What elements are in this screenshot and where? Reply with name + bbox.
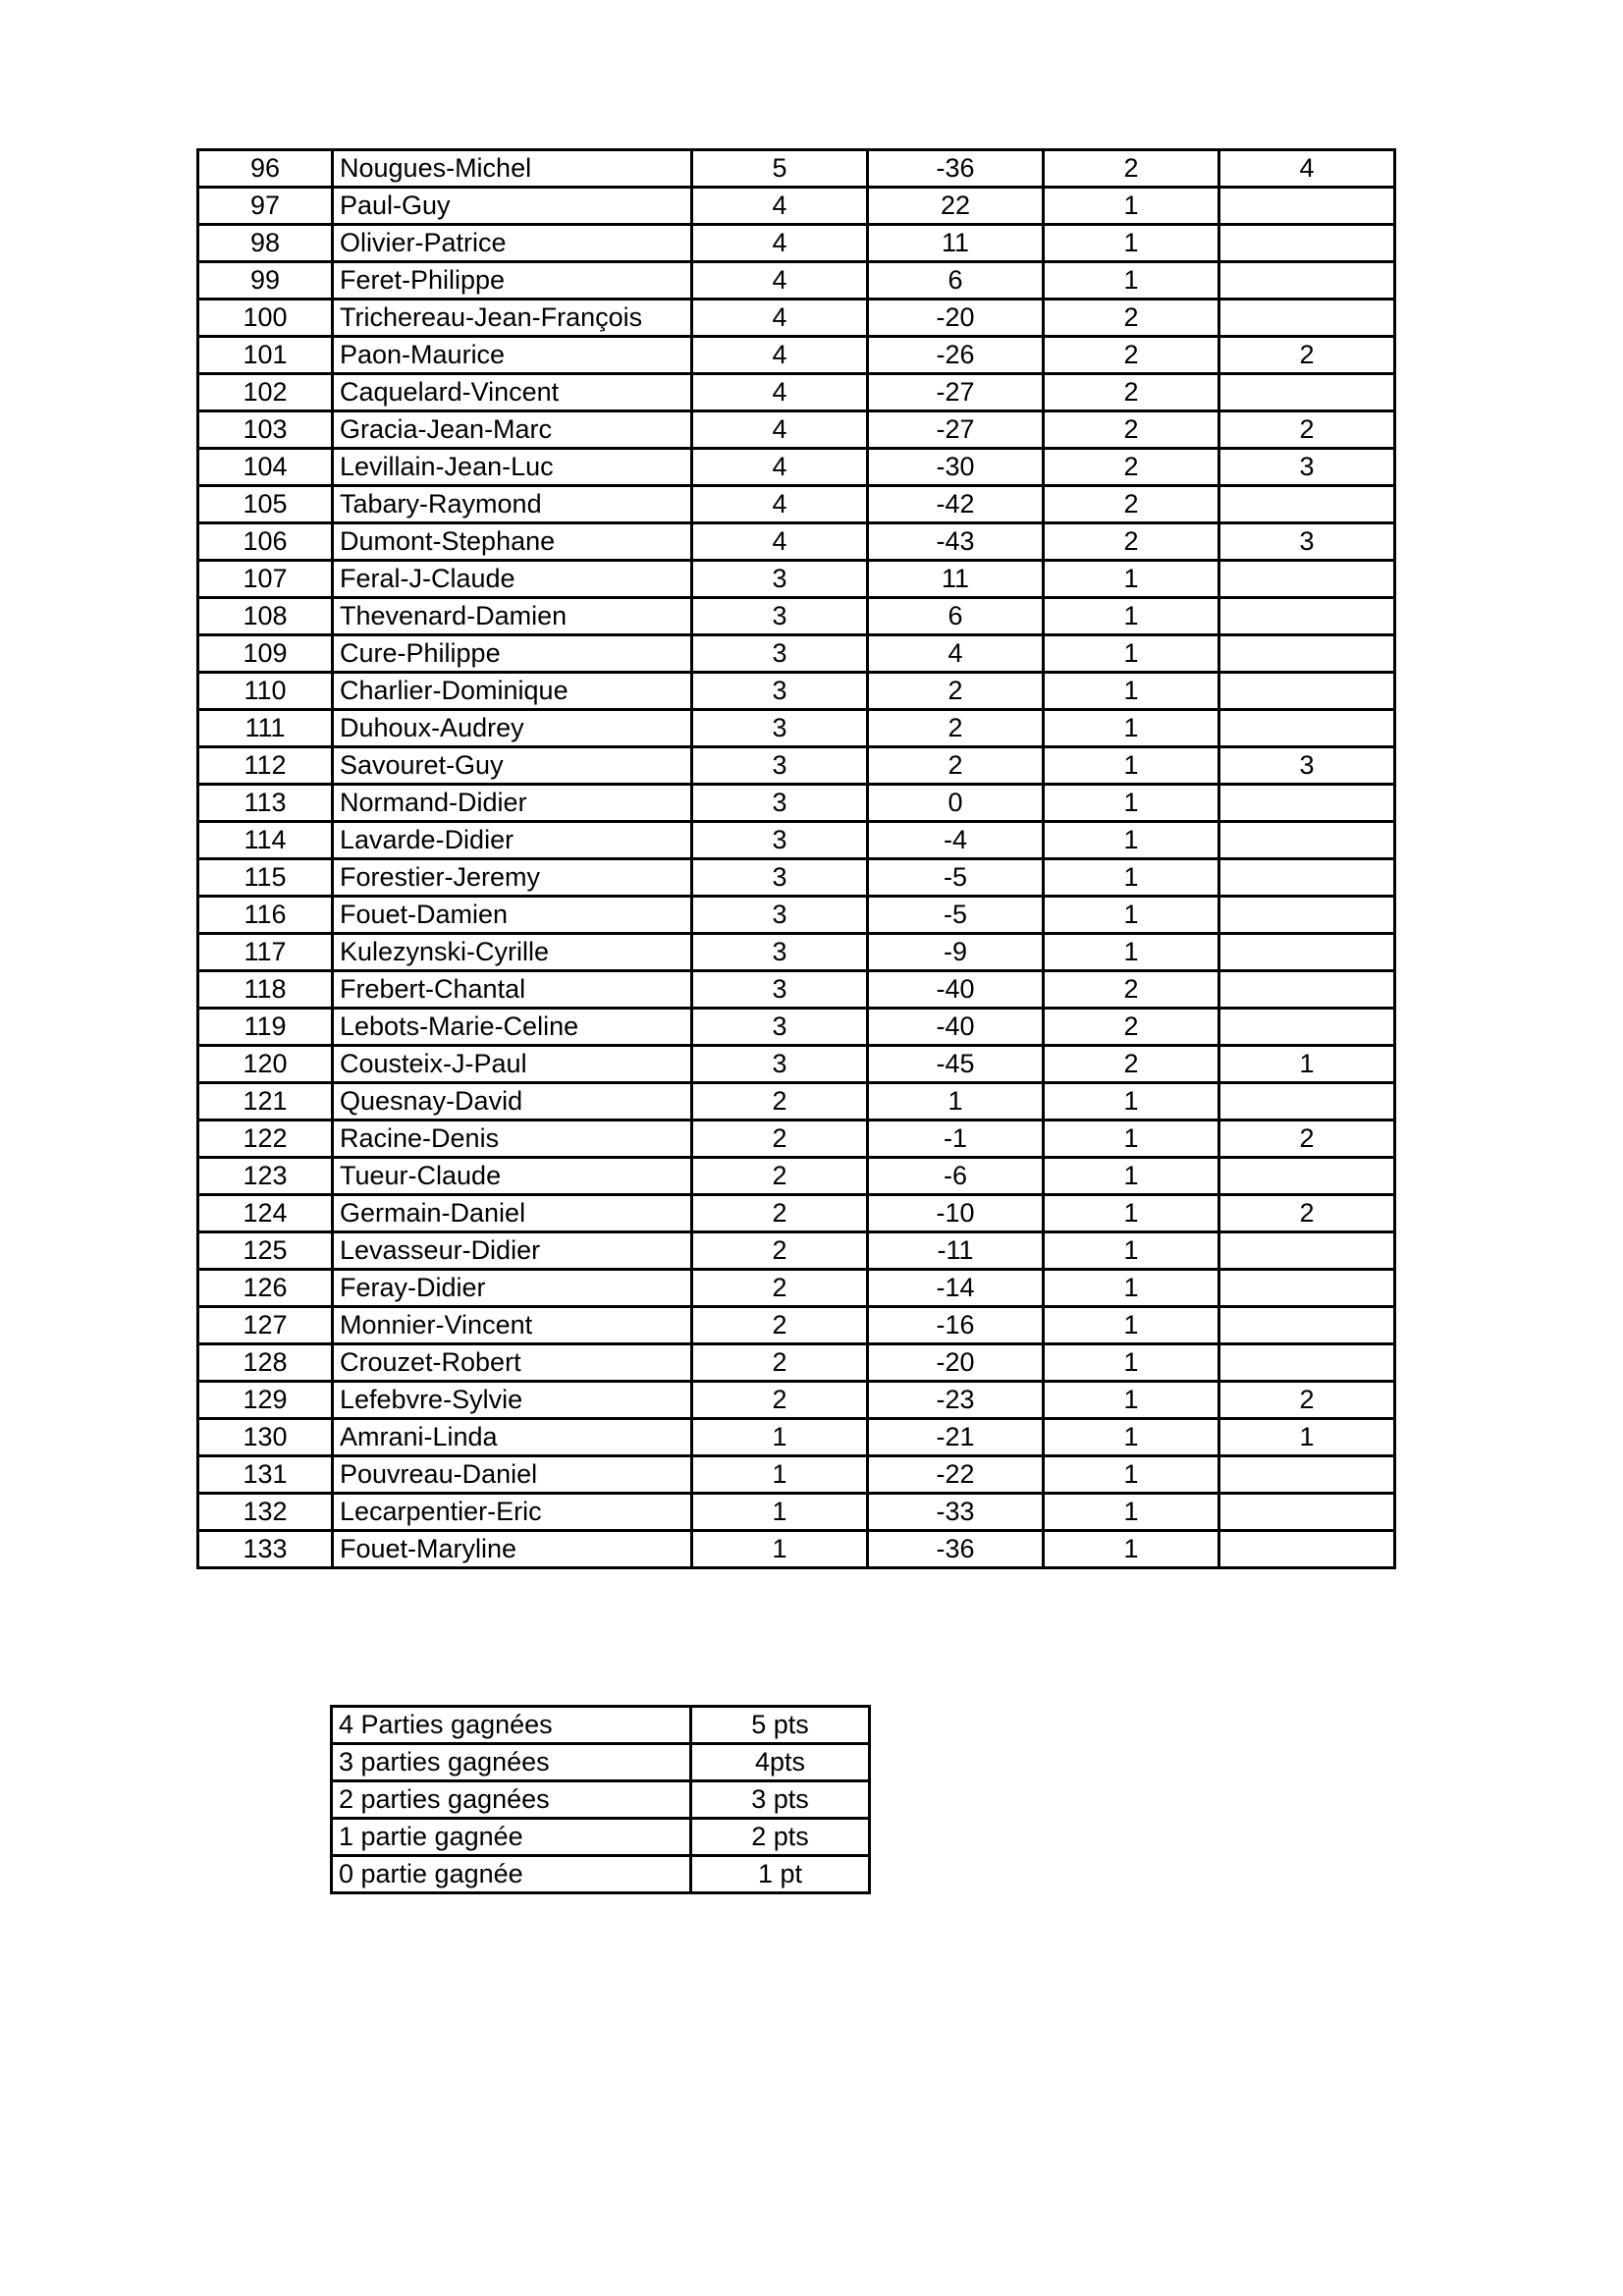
group-cell: 1 [1044, 1158, 1219, 1195]
goal-diff-cell: -40 [868, 1009, 1044, 1046]
points-cell: 4 [692, 486, 868, 523]
points-cell: 3 [692, 673, 868, 710]
goal-diff-cell: 22 [868, 188, 1044, 225]
rank-cell: 112 [198, 747, 333, 785]
group-cell: 2 [1044, 971, 1219, 1009]
table-row [332, 1707, 870, 1744]
table-row [198, 673, 1395, 710]
goal-diff-cell: 2 [868, 673, 1044, 710]
wins-label-cell: 3 parties gagnées [332, 1744, 691, 1781]
group-cell: 2 [1044, 486, 1219, 523]
group-cell: 1 [1044, 188, 1219, 225]
player-name-cell: Monnier-Vincent [333, 1307, 692, 1344]
group-cell: 1 [1044, 747, 1219, 785]
points-cell: 3 [692, 1046, 868, 1083]
points-cell: 2 [692, 1158, 868, 1195]
rank-cell: 123 [198, 1158, 333, 1195]
group-cell: 2 [1044, 337, 1219, 374]
points-scale-body [332, 1707, 870, 1893]
player-name-cell: Charlier-Dominique [333, 673, 692, 710]
points-cell: 4 [692, 225, 868, 262]
bonus-cell [1219, 300, 1395, 337]
player-name-cell: Tabary-Raymond [333, 486, 692, 523]
player-name-cell: Crouzet-Robert [333, 1344, 692, 1382]
table-row [198, 785, 1395, 822]
table-row [198, 374, 1395, 411]
group-cell: 2 [1044, 374, 1219, 411]
table-row [332, 1856, 870, 1893]
table-row [198, 1121, 1395, 1158]
goal-diff-cell: -40 [868, 971, 1044, 1009]
table-row [198, 1270, 1395, 1307]
points-cell: 3 [692, 598, 868, 635]
points-cell: 4 [692, 523, 868, 561]
player-name-cell: Amrani-Linda [333, 1419, 692, 1456]
rank-cell: 119 [198, 1009, 333, 1046]
player-name-cell: Feret-Philippe [333, 262, 692, 300]
points-cell: 1 [692, 1494, 868, 1531]
player-name-cell: Levillain-Jean-Luc [333, 449, 692, 486]
table-row [198, 188, 1395, 225]
goal-diff-cell: -5 [868, 897, 1044, 934]
goal-diff-cell: -26 [868, 337, 1044, 374]
player-name-cell: Normand-Didier [333, 785, 692, 822]
rank-cell: 129 [198, 1382, 333, 1419]
rank-cell: 109 [198, 635, 333, 673]
table-row [198, 710, 1395, 747]
group-cell: 1 [1044, 1232, 1219, 1270]
rank-cell: 107 [198, 561, 333, 598]
table-row [198, 225, 1395, 262]
table-row [198, 337, 1395, 374]
bonus-cell: 2 [1219, 411, 1395, 449]
rank-cell: 98 [198, 225, 333, 262]
rank-cell: 103 [198, 411, 333, 449]
bonus-cell: 2 [1219, 1195, 1395, 1232]
rank-cell: 130 [198, 1419, 333, 1456]
goal-diff-cell: -10 [868, 1195, 1044, 1232]
group-cell: 1 [1044, 1531, 1219, 1568]
player-name-cell: Gracia-Jean-Marc [333, 411, 692, 449]
goal-diff-cell: -42 [868, 486, 1044, 523]
goal-diff-cell: -36 [868, 150, 1044, 188]
rank-cell: 102 [198, 374, 333, 411]
ranking-table [196, 148, 1396, 1569]
goal-diff-cell: -6 [868, 1158, 1044, 1195]
bonus-cell [1219, 225, 1395, 262]
rank-cell: 115 [198, 859, 333, 897]
player-name-cell: Thevenard-Damien [333, 598, 692, 635]
points-cell: 3 [692, 785, 868, 822]
group-cell: 1 [1044, 1494, 1219, 1531]
points-cell: 2 [692, 1232, 868, 1270]
player-name-cell: Fouet-Maryline [333, 1531, 692, 1568]
goal-diff-cell: 6 [868, 598, 1044, 635]
player-name-cell: Cousteix-J-Paul [333, 1046, 692, 1083]
bonus-cell [1219, 262, 1395, 300]
table-row [198, 449, 1395, 486]
goal-diff-cell: 2 [868, 747, 1044, 785]
bonus-cell [1219, 635, 1395, 673]
bonus-cell [1219, 1344, 1395, 1382]
points-cell: 3 [692, 561, 868, 598]
table-row [198, 411, 1395, 449]
bonus-cell [1219, 971, 1395, 1009]
group-cell: 1 [1044, 785, 1219, 822]
table-row [198, 1382, 1395, 1419]
group-cell: 1 [1044, 859, 1219, 897]
player-name-cell: Nougues-Michel [333, 150, 692, 188]
table-row [198, 822, 1395, 859]
points-cell: 2 [692, 1121, 868, 1158]
rank-cell: 124 [198, 1195, 333, 1232]
table-row [198, 150, 1395, 188]
points-cell: 2 [692, 1083, 868, 1121]
group-cell: 1 [1044, 710, 1219, 747]
bonus-cell [1219, 486, 1395, 523]
rank-cell: 96 [198, 150, 333, 188]
rank-cell: 97 [198, 188, 333, 225]
bonus-cell [1219, 934, 1395, 971]
wins-label-cell: 4 Parties gagnées [332, 1707, 691, 1744]
group-cell: 1 [1044, 1121, 1219, 1158]
rank-cell: 120 [198, 1046, 333, 1083]
points-cell: 2 [692, 1195, 868, 1232]
goal-diff-cell: -23 [868, 1382, 1044, 1419]
group-cell: 2 [1044, 411, 1219, 449]
table-row [198, 1232, 1395, 1270]
points-cell: 2 [692, 1344, 868, 1382]
bonus-cell [1219, 822, 1395, 859]
rank-cell: 116 [198, 897, 333, 934]
wins-label-cell: 1 partie gagnée [332, 1819, 691, 1856]
bonus-cell [1219, 673, 1395, 710]
rank-cell: 113 [198, 785, 333, 822]
bonus-cell: 4 [1219, 150, 1395, 188]
points-cell: 4 [692, 300, 868, 337]
table-row [198, 1419, 1395, 1456]
points-cell: 4 [692, 449, 868, 486]
table-row [198, 1009, 1395, 1046]
points-cell: 1 [692, 1456, 868, 1494]
bonus-cell [1219, 374, 1395, 411]
rank-cell: 128 [198, 1344, 333, 1382]
goal-diff-cell: -22 [868, 1456, 1044, 1494]
rank-cell: 104 [198, 449, 333, 486]
points-cell: 3 [692, 747, 868, 785]
points-cell: 4 [692, 337, 868, 374]
goal-diff-cell: -20 [868, 300, 1044, 337]
group-cell: 1 [1044, 822, 1219, 859]
bonus-cell [1219, 785, 1395, 822]
player-name-cell: Trichereau-Jean-François [333, 300, 692, 337]
table-row [198, 1158, 1395, 1195]
table-row [198, 1494, 1395, 1531]
goal-diff-cell: -14 [868, 1270, 1044, 1307]
goal-diff-cell: 11 [868, 225, 1044, 262]
bonus-cell [1219, 1083, 1395, 1121]
points-value-cell: 4pts [691, 1744, 870, 1781]
player-name-cell: Quesnay-David [333, 1083, 692, 1121]
group-cell: 1 [1044, 1344, 1219, 1382]
table-row [198, 1083, 1395, 1121]
player-name-cell: Lecarpentier-Eric [333, 1494, 692, 1531]
goal-diff-cell: -36 [868, 1531, 1044, 1568]
bonus-cell: 2 [1219, 337, 1395, 374]
goal-diff-cell: -1 [868, 1121, 1044, 1158]
goal-diff-cell: 11 [868, 561, 1044, 598]
bonus-cell [1219, 897, 1395, 934]
table-row [198, 747, 1395, 785]
rank-cell: 101 [198, 337, 333, 374]
points-cell: 4 [692, 188, 868, 225]
player-name-cell: Pouvreau-Daniel [333, 1456, 692, 1494]
rank-cell: 110 [198, 673, 333, 710]
points-cell: 2 [692, 1270, 868, 1307]
table-row [198, 859, 1395, 897]
rank-cell: 111 [198, 710, 333, 747]
goal-diff-cell: -27 [868, 374, 1044, 411]
bonus-cell [1219, 1307, 1395, 1344]
wins-label-cell: 0 partie gagnée [332, 1856, 691, 1893]
rank-cell: 121 [198, 1083, 333, 1121]
player-name-cell: Feral-J-Claude [333, 561, 692, 598]
group-cell: 2 [1044, 449, 1219, 486]
player-name-cell: Germain-Daniel [333, 1195, 692, 1232]
goal-diff-cell: 0 [868, 785, 1044, 822]
points-cell: 5 [692, 150, 868, 188]
table-row [332, 1744, 870, 1781]
points-cell: 1 [692, 1531, 868, 1568]
player-name-cell: Forestier-Jeremy [333, 859, 692, 897]
player-name-cell: Duhoux-Audrey [333, 710, 692, 747]
bonus-cell [1219, 1531, 1395, 1568]
table-row [198, 1344, 1395, 1382]
player-name-cell: Feray-Didier [333, 1270, 692, 1307]
goal-diff-cell: 4 [868, 635, 1044, 673]
player-name-cell: Fouet-Damien [333, 897, 692, 934]
bonus-cell [1219, 1158, 1395, 1195]
table-row [198, 523, 1395, 561]
goal-diff-cell: -4 [868, 822, 1044, 859]
group-cell: 2 [1044, 300, 1219, 337]
player-name-cell: Levasseur-Didier [333, 1232, 692, 1270]
points-cell: 3 [692, 934, 868, 971]
group-cell: 1 [1044, 1382, 1219, 1419]
table-row [332, 1781, 870, 1819]
goal-diff-cell: -11 [868, 1232, 1044, 1270]
group-cell: 1 [1044, 262, 1219, 300]
table-row [198, 1456, 1395, 1494]
table-row [198, 1307, 1395, 1344]
table-row [198, 262, 1395, 300]
points-value-cell: 2 pts [691, 1819, 870, 1856]
points-scale-table [330, 1705, 871, 1894]
rank-cell: 125 [198, 1232, 333, 1270]
player-name-cell: Cure-Philippe [333, 635, 692, 673]
points-cell: 3 [692, 859, 868, 897]
table-row [198, 971, 1395, 1009]
bonus-cell: 1 [1219, 1419, 1395, 1456]
table-row [198, 561, 1395, 598]
group-cell: 1 [1044, 934, 1219, 971]
player-name-cell: Lebots-Marie-Celine [333, 1009, 692, 1046]
goal-diff-cell: -27 [868, 411, 1044, 449]
rank-cell: 105 [198, 486, 333, 523]
bonus-cell [1219, 1232, 1395, 1270]
goal-diff-cell: 1 [868, 1083, 1044, 1121]
bonus-cell [1219, 1494, 1395, 1531]
goal-diff-cell: -9 [868, 934, 1044, 971]
goal-diff-cell: -43 [868, 523, 1044, 561]
table-row [198, 300, 1395, 337]
group-cell: 1 [1044, 635, 1219, 673]
bonus-cell: 2 [1219, 1121, 1395, 1158]
rank-cell: 118 [198, 971, 333, 1009]
bonus-cell [1219, 188, 1395, 225]
group-cell: 1 [1044, 225, 1219, 262]
table-row [198, 635, 1395, 673]
bonus-cell: 3 [1219, 449, 1395, 486]
group-cell: 1 [1044, 673, 1219, 710]
rank-cell: 133 [198, 1531, 333, 1568]
points-cell: 4 [692, 411, 868, 449]
group-cell: 1 [1044, 1270, 1219, 1307]
group-cell: 2 [1044, 523, 1219, 561]
player-name-cell: Paul-Guy [333, 188, 692, 225]
group-cell: 1 [1044, 598, 1219, 635]
player-name-cell: Frebert-Chantal [333, 971, 692, 1009]
goal-diff-cell: 2 [868, 710, 1044, 747]
rank-cell: 122 [198, 1121, 333, 1158]
points-cell: 2 [692, 1307, 868, 1344]
points-cell: 4 [692, 374, 868, 411]
rank-cell: 132 [198, 1494, 333, 1531]
points-cell: 4 [692, 262, 868, 300]
table-row [198, 486, 1395, 523]
rank-cell: 114 [198, 822, 333, 859]
points-value-cell: 5 pts [691, 1707, 870, 1744]
player-name-cell: Dumont-Stephane [333, 523, 692, 561]
points-cell: 2 [692, 1382, 868, 1419]
bonus-cell [1219, 561, 1395, 598]
goal-diff-cell: -33 [868, 1494, 1044, 1531]
rank-cell: 126 [198, 1270, 333, 1307]
goal-diff-cell: -30 [868, 449, 1044, 486]
table-row [198, 598, 1395, 635]
table-row [198, 897, 1395, 934]
group-cell: 2 [1044, 150, 1219, 188]
bonus-cell: 3 [1219, 523, 1395, 561]
bonus-cell [1219, 1270, 1395, 1307]
bonus-cell: 2 [1219, 1382, 1395, 1419]
player-name-cell: Olivier-Patrice [333, 225, 692, 262]
goal-diff-cell: -45 [868, 1046, 1044, 1083]
points-cell: 1 [692, 1419, 868, 1456]
player-name-cell: Tueur-Claude [333, 1158, 692, 1195]
bonus-cell [1219, 859, 1395, 897]
table-row [198, 1046, 1395, 1083]
rank-cell: 127 [198, 1307, 333, 1344]
player-name-cell: Racine-Denis [333, 1121, 692, 1158]
table-row [198, 1195, 1395, 1232]
points-cell: 3 [692, 971, 868, 1009]
bonus-cell [1219, 710, 1395, 747]
group-cell: 1 [1044, 1195, 1219, 1232]
table-row [198, 1531, 1395, 1568]
goal-diff-cell: -20 [868, 1344, 1044, 1382]
points-cell: 3 [692, 635, 868, 673]
group-cell: 2 [1044, 1009, 1219, 1046]
goal-diff-cell: -5 [868, 859, 1044, 897]
goal-diff-cell: -16 [868, 1307, 1044, 1344]
rank-cell: 131 [198, 1456, 333, 1494]
bonus-cell [1219, 598, 1395, 635]
player-name-cell: Lavarde-Didier [333, 822, 692, 859]
points-cell: 3 [692, 822, 868, 859]
player-name-cell: Caquelard-Vincent [333, 374, 692, 411]
rank-cell: 100 [198, 300, 333, 337]
group-cell: 1 [1044, 1307, 1219, 1344]
group-cell: 1 [1044, 1456, 1219, 1494]
points-value-cell: 1 pt [691, 1856, 870, 1893]
rank-cell: 108 [198, 598, 333, 635]
goal-diff-cell: 6 [868, 262, 1044, 300]
table-row [332, 1819, 870, 1856]
group-cell: 1 [1044, 561, 1219, 598]
points-cell: 3 [692, 897, 868, 934]
group-cell: 2 [1044, 1046, 1219, 1083]
bonus-cell [1219, 1456, 1395, 1494]
ranking-table-body [198, 150, 1395, 1568]
table-row [198, 934, 1395, 971]
group-cell: 1 [1044, 897, 1219, 934]
points-cell: 3 [692, 710, 868, 747]
goal-diff-cell: -21 [868, 1419, 1044, 1456]
rank-cell: 117 [198, 934, 333, 971]
player-name-cell: Lefebvre-Sylvie [333, 1382, 692, 1419]
points-value-cell: 3 pts [691, 1781, 870, 1819]
points-cell: 3 [692, 1009, 868, 1046]
group-cell: 1 [1044, 1419, 1219, 1456]
rank-cell: 106 [198, 523, 333, 561]
player-name-cell: Paon-Maurice [333, 337, 692, 374]
bonus-cell [1219, 1009, 1395, 1046]
bonus-cell: 3 [1219, 747, 1395, 785]
bonus-cell: 1 [1219, 1046, 1395, 1083]
group-cell: 1 [1044, 1083, 1219, 1121]
rank-cell: 99 [198, 262, 333, 300]
wins-label-cell: 2 parties gagnées [332, 1781, 691, 1819]
player-name-cell: Kulezynski-Cyrille [333, 934, 692, 971]
player-name-cell: Savouret-Guy [333, 747, 692, 785]
